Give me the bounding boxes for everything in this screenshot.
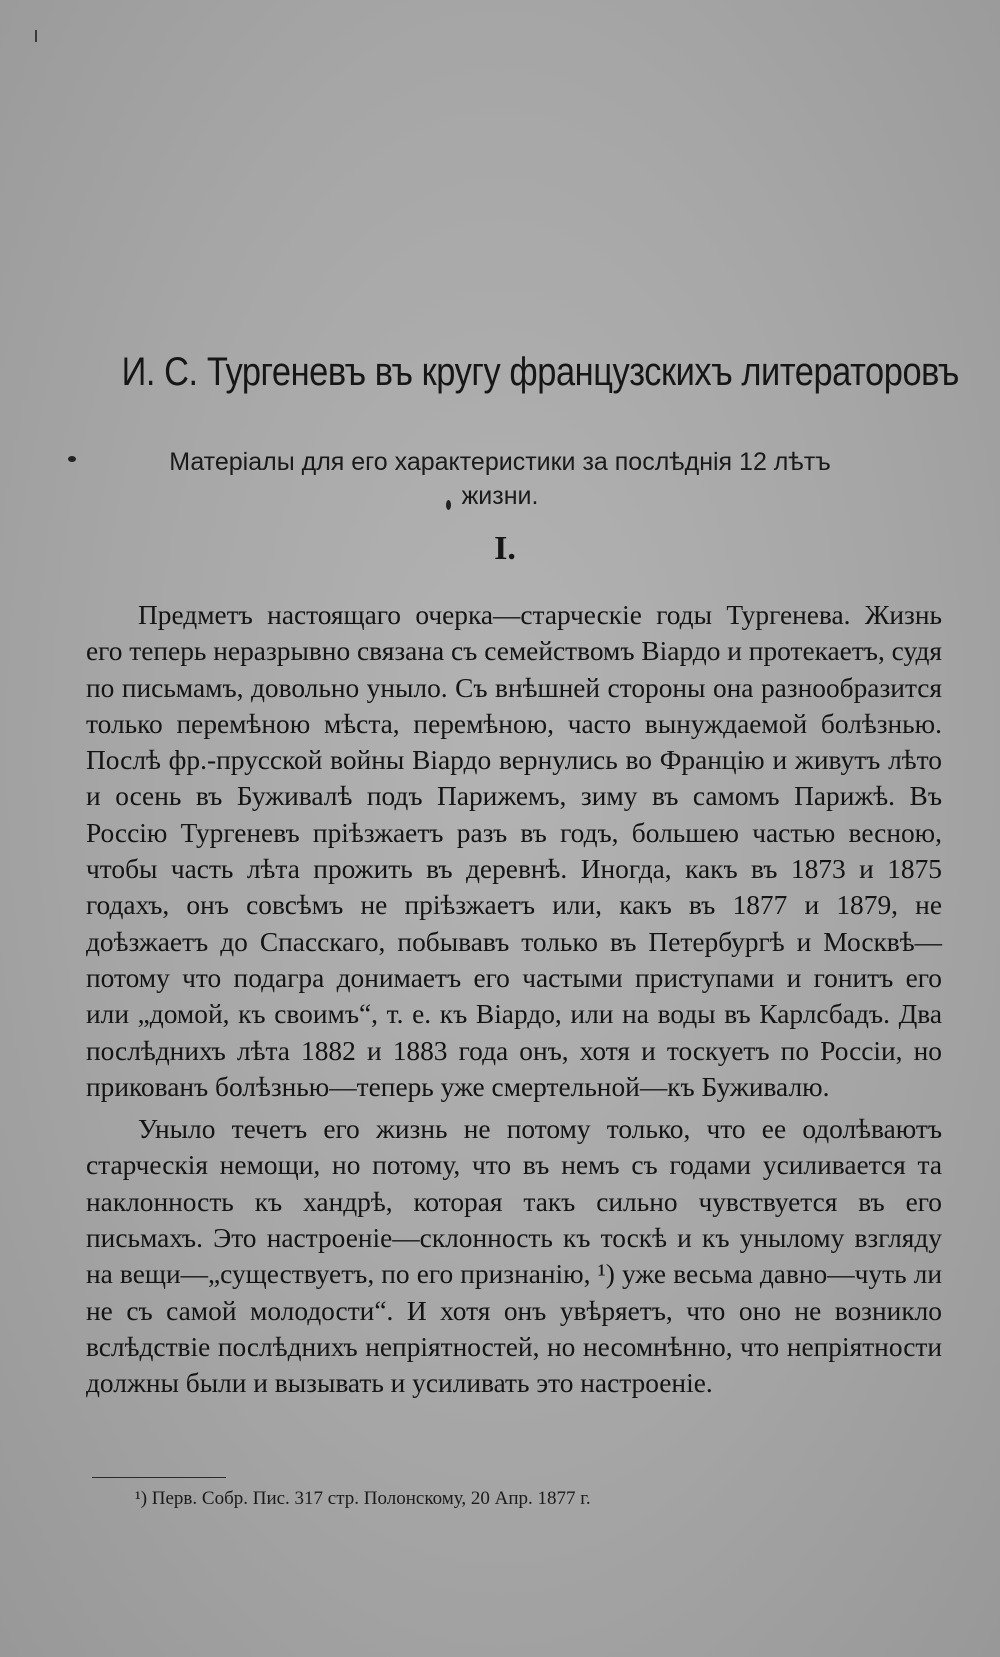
body-paragraph: Предметъ настоящаго очерка—старческіе годы Тургенева. Жизнь его теперь неразрывно связана съ семействомъ Віардо и протекаетъ, судя по письмамъ, довольно уныло. Съ внѣшней стороны она разнообразится только перемѣною мѣста, перемѣною, часто вынуждаемой болѣзнью. Послѣ фр.-прусской войны Віардо вернулись во Францію и живутъ лѣто и осень въ Буживалѣ подъ Парижемъ, зиму въ самомъ Парижѣ. Въ Россію Тургеневъ пріѣзжаетъ разъ въ годъ, большею частью весною, чтобы часть лѣта прожить въ деревнѣ. Иногда, какъ въ 1873 и 1875 годахъ, онъ совсѣмъ не пріѣзжаетъ или, какъ въ 1877 и 1879, не доѣзжаетъ до Спасскаго, побывавъ только въ Петербургѣ и Москвѣ—потому что подагра донимаетъ его частыми приступами и гонитъ его или „домой, къ своимъ“, т. е. къ Віардо, или на воды въ Карлсбадъ. Два послѣднихъ лѣта 1882 и 1883 года онъ, хотя и тоскуетъ по Россіи, но прикованъ болѣзнью—теперь уже смертельной—къ Буживалю. <box>86 600 942 1102</box>
footnote-separator <box>92 1477 226 1478</box>
scan-mark <box>35 30 37 42</box>
ink-speck <box>68 456 76 462</box>
body-paragraph: Уныло течетъ его жизнь не потому только, что ее одолѣваютъ старческія немощи, но потому, что въ немъ съ годами усиливается та наклонность къ хандрѣ, которая такъ сильно чувствуется въ его письмахъ. Это настроеніе—склонность къ тоскѣ и къ унылому взгляду на вещи—„существуетъ, по его признанію, ¹) уже весьма давно—чуть ли не съ самой молодости“. И хотя онъ увѣряетъ, что оно не возникло вслѣдствіе послѣднихъ непріятностей, но несомнѣнно, что непріятности должны были и вызывать и усиливать это настроеніе. <box>86 1114 942 1399</box>
article-title: И. С. Тургеневъ въ кругу французскихъ литераторовъ <box>121 350 959 394</box>
article-subtitle: Матеріалы для его характеристики за послѣднія 12 лѣтъ жизни. <box>169 448 831 510</box>
article-body <box>86 597 942 1402</box>
section-number: I. <box>494 530 516 567</box>
footnote: ¹) Перв. Собр. Пис. 317 стр. Полонскому, 20 Апр. 1877 г. <box>135 1488 591 1509</box>
